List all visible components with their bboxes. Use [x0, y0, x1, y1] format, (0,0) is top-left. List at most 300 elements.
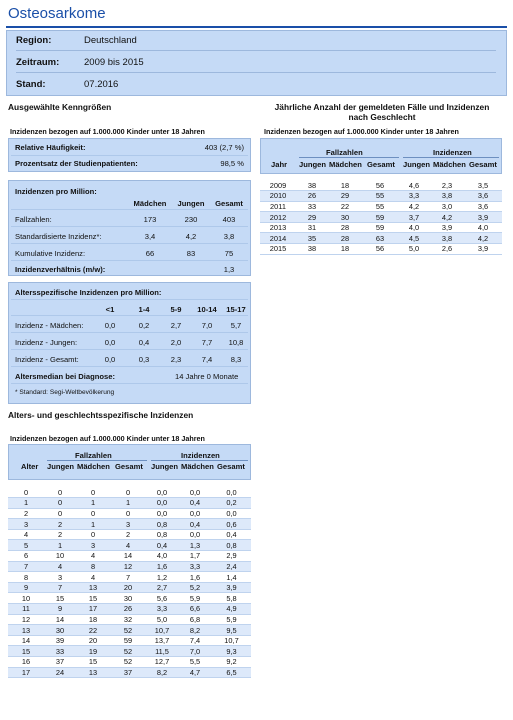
table-cell: 33: [296, 201, 328, 212]
age-col-5-9: 5-9: [170, 305, 182, 314]
table-cell: 3,9: [430, 222, 464, 233]
table-cell: 22: [328, 201, 362, 212]
age-sex-table-body: [8, 487, 251, 678]
age-specific-heading: Altersspezifische Inzidenzen pro Million:: [15, 288, 162, 297]
table-cell: 1,6: [178, 572, 212, 583]
table-cell: 15: [76, 593, 110, 604]
age-cell: 0,3: [138, 355, 150, 364]
table-cell: 0,0: [146, 508, 178, 519]
table-row: [260, 233, 502, 244]
yearly-col-girls: Mädchen: [329, 160, 362, 169]
table-row: [8, 657, 251, 668]
table-cell: 52: [110, 657, 146, 668]
table-row: [8, 582, 251, 593]
table-cell: 0,4: [212, 529, 251, 540]
table-cell: 10,7: [212, 635, 251, 646]
table-row: [8, 667, 251, 678]
age-row-total-label: Inzidenz - Gesamt:: [15, 355, 79, 364]
table-cell: 4,9: [212, 604, 251, 615]
table-cell: 12: [110, 561, 146, 572]
table-cell: 5,8: [212, 593, 251, 604]
table-cell: 8: [76, 561, 110, 572]
age-cell: 10,8: [228, 338, 244, 347]
table-cell: 0,0: [212, 487, 251, 498]
yearly-col-inc-boys: Jungen: [403, 160, 431, 169]
table-cell: 3,3: [178, 561, 212, 572]
table-cell: 0: [44, 487, 76, 498]
table-cell: 0,4: [178, 498, 212, 509]
table-cell: 3,5: [464, 180, 502, 191]
per-million-box: [8, 180, 251, 276]
age-sex-col-inc-total: Gesamt: [217, 462, 245, 471]
table-row: [8, 551, 251, 562]
divider: [11, 349, 248, 350]
table-cell: 1,3: [178, 540, 212, 551]
table-cell: 4,2: [464, 233, 502, 244]
table-cell: 3,8: [430, 233, 464, 244]
table-cell: 5,0: [146, 614, 178, 625]
table-cell: 1: [76, 498, 110, 509]
table-cell: 0: [44, 498, 76, 509]
age-sex-table-header: [8, 444, 251, 480]
table-cell: 11,5: [146, 646, 178, 657]
yearly-heading-line1: Jährliche Anzahl der gemeldeten Fälle und Inzidenzen: [274, 102, 490, 112]
divider: [11, 366, 248, 367]
age-cell: 5,7: [230, 321, 242, 330]
table-cell: 18: [328, 244, 362, 255]
table-cell: 0,0: [212, 508, 251, 519]
age-specific-box: [8, 282, 251, 404]
col-header-boys: Jungen: [177, 199, 205, 208]
title-divider: [6, 26, 507, 28]
age-sex-subheading: Inzidenzen bezogen auf 1.000.000 Kinder unter 18 Jahren: [10, 434, 205, 443]
cum-incidence-girls: 66: [145, 249, 155, 258]
table-cell: 4,2: [398, 201, 430, 212]
rel-frequency-value: 403 (2,7 %): [204, 143, 244, 152]
divider: [11, 226, 248, 227]
table-cell: 18: [76, 614, 110, 625]
table-row: [260, 180, 502, 191]
table-cell: 31: [296, 222, 328, 233]
yearly-heading: [256, 102, 508, 122]
table-cell: 17: [8, 667, 44, 678]
table-cell: 3,3: [146, 604, 178, 615]
table-cell: 5,9: [178, 593, 212, 604]
age-cell: 0,0: [104, 338, 116, 347]
table-cell: 2013: [260, 222, 296, 233]
table-cell: 1,6: [146, 561, 178, 572]
table-cell: 4,5: [398, 233, 430, 244]
table-row: [8, 529, 251, 540]
kenngroessen-subheading: Inzidenzen bezogen auf 1.000.000 Kinder unter 18 Jahren: [10, 127, 205, 136]
table-cell: 37: [44, 657, 76, 668]
table-cell: 56: [362, 244, 398, 255]
table-cell: 2012: [260, 212, 296, 223]
cum-incidence-label: Kumulative Inzidenz:: [15, 249, 86, 258]
table-cell: 55: [362, 191, 398, 202]
age-cell: 2,7: [170, 321, 182, 330]
table-cell: 11: [8, 604, 44, 615]
table-cell: 5,2: [178, 582, 212, 593]
group-underline: [299, 157, 399, 158]
age-sex-col-age: Alter: [21, 462, 39, 471]
table-cell: 3: [8, 519, 44, 530]
meta-region-row: [16, 31, 496, 51]
table-cell: 59: [110, 635, 146, 646]
table-cell: 3,3: [398, 191, 430, 202]
age-cell: 0,4: [138, 338, 150, 347]
table-cell: 0: [110, 508, 146, 519]
table-cell: 2014: [260, 233, 296, 244]
table-cell: 7: [110, 572, 146, 583]
table-cell: 9,5: [212, 625, 251, 636]
table-cell: 1,4: [212, 572, 251, 583]
std-incidence-label: Standardisierte Inzidenz*:: [15, 232, 102, 241]
table-cell: 2: [44, 519, 76, 530]
age-col-1-4: 1-4: [138, 305, 150, 314]
table-cell: 0,2: [212, 498, 251, 509]
table-cell: 1: [76, 519, 110, 530]
meta-panel: [6, 30, 507, 96]
table-cell: 63: [362, 233, 398, 244]
divider: [11, 243, 248, 244]
table-cell: 1: [44, 540, 76, 551]
table-cell: 8,2: [146, 667, 178, 678]
table-row: [8, 487, 251, 498]
table-cell: 0,6: [212, 519, 251, 530]
table-cell: 12,7: [146, 657, 178, 668]
age-cell: 7,4: [201, 355, 213, 364]
table-cell: 2: [44, 529, 76, 540]
table-cell: 4,6: [398, 180, 430, 191]
age-cell: 2,3: [170, 355, 182, 364]
table-cell: 3,9: [464, 244, 502, 255]
age-cell: 0,2: [138, 321, 150, 330]
table-row: [8, 572, 251, 583]
median-label: Altersmedian bei Diagnose:: [15, 372, 116, 381]
table-cell: 7: [8, 561, 44, 572]
table-cell: 10: [44, 551, 76, 562]
table-cell: 8,2: [178, 625, 212, 636]
table-cell: 3,9: [464, 212, 502, 223]
table-cell: 9,3: [212, 646, 251, 657]
ratio-value: 1,3: [223, 265, 235, 274]
table-row: [260, 212, 502, 223]
kenngroessen-heading: Ausgewählte Kenngrößen: [8, 102, 112, 112]
status-label: Stand:: [16, 79, 46, 90]
age-cell: 2,0: [170, 338, 182, 347]
table-cell: 7,0: [178, 646, 212, 657]
table-cell: 0: [110, 487, 146, 498]
table-cell: 15: [8, 646, 44, 657]
age-col-10-14: 10-14: [197, 305, 217, 314]
table-cell: 30: [328, 212, 362, 223]
age-cell: 7,0: [201, 321, 213, 330]
table-cell: 4: [110, 540, 146, 551]
table-row: [260, 222, 502, 233]
table-cell: 2,3: [430, 180, 464, 191]
table-cell: 18: [328, 180, 362, 191]
std-incidence-boys: 4,2: [185, 232, 197, 241]
per-million-heading: Inzidenzen pro Million:: [15, 187, 97, 196]
rel-frequency-label: Relative Häufigkeit:: [15, 143, 86, 152]
divider: [11, 299, 248, 300]
table-cell: 7,4: [178, 635, 212, 646]
yearly-table-header: [260, 138, 502, 174]
table-cell: 3: [76, 540, 110, 551]
cum-incidence-total: 75: [224, 249, 234, 258]
table-cell: 26: [296, 191, 328, 202]
col-header-girls: Mädchen: [133, 199, 167, 208]
divider: [11, 209, 248, 210]
age-sex-col-total: Gesamt: [115, 462, 143, 471]
table-cell: 17: [76, 604, 110, 615]
table-cell: 2: [110, 529, 146, 540]
yearly-col-boys: Jungen: [299, 160, 327, 169]
table-cell: 29: [296, 212, 328, 223]
table-cell: 4: [44, 561, 76, 572]
region-label: Region:: [16, 35, 52, 46]
table-cell: 0: [76, 508, 110, 519]
table-cell: 13: [76, 582, 110, 593]
table-cell: 5,0: [398, 244, 430, 255]
age-sex-col-inc-girls: Mädchen: [181, 462, 214, 471]
study-pct-label: Prozentsatz der Studienpatienten:: [15, 159, 138, 168]
table-cell: 3,9: [212, 582, 251, 593]
table-cell: 0,0: [146, 498, 178, 509]
age-cell: 8,3: [230, 355, 242, 364]
std-incidence-girls: 3,4: [144, 232, 156, 241]
cases-boys: 230: [184, 215, 198, 224]
study-pct-value: 98,5 %: [220, 159, 244, 168]
yearly-table: [260, 180, 502, 255]
table-cell: 56: [362, 180, 398, 191]
table-cell: 19: [76, 646, 110, 657]
age-sex-col-inc-boys: Jungen: [151, 462, 179, 471]
yearly-subheading: Inzidenzen bezogen auf 1.000.000 Kinder unter 18 Jahren: [264, 127, 459, 136]
cases-girls: 173: [143, 215, 157, 224]
table-cell: 38: [296, 180, 328, 191]
table-cell: 0,8: [146, 529, 178, 540]
age-sex-table: [8, 487, 251, 678]
age-cell: 0,0: [104, 321, 116, 330]
table-row: [8, 508, 251, 519]
table-cell: 0,0: [178, 487, 212, 498]
table-cell: 4,0: [464, 222, 502, 233]
page-title: Osteosarkome: [8, 5, 106, 22]
yearly-col-year: Jahr: [271, 160, 288, 169]
table-cell: 33: [44, 646, 76, 657]
table-cell: 5,5: [178, 657, 212, 668]
age-row-boys-label: Inzidenz - Jungen:: [15, 338, 78, 347]
age-sex-col-boys: Jungen: [47, 462, 75, 471]
table-cell: 13,7: [146, 635, 178, 646]
table-cell: 32: [110, 614, 146, 625]
table-cell: 55: [362, 201, 398, 212]
yearly-group-incidences: Inzidenzen: [433, 148, 472, 157]
frequency-box: [8, 138, 251, 172]
table-cell: 20: [76, 635, 110, 646]
table-cell: 59: [362, 212, 398, 223]
table-cell: 39: [44, 635, 76, 646]
divider: [11, 332, 248, 333]
table-row: [8, 561, 251, 572]
table-cell: 30: [44, 625, 76, 636]
age-col-15-17: 15-17: [226, 305, 246, 314]
table-cell: 6,6: [178, 604, 212, 615]
yearly-group-cases: Fallzahlen: [326, 148, 363, 157]
age-cell: 0,0: [104, 355, 116, 364]
table-row: [260, 191, 502, 202]
table-cell: 24: [44, 667, 76, 678]
table-row: [8, 498, 251, 509]
yearly-table-body: [260, 180, 502, 254]
col-header-total: Gesamt: [215, 199, 243, 208]
table-cell: 1: [8, 498, 44, 509]
table-cell: 0: [44, 508, 76, 519]
table-cell: 0,0: [178, 529, 212, 540]
table-cell: 6,8: [178, 614, 212, 625]
table-cell: 2: [8, 508, 44, 519]
table-cell: 4,0: [146, 551, 178, 562]
meta-period-row: [16, 53, 496, 73]
table-cell: 8: [8, 572, 44, 583]
period-label: Zeitraum:: [16, 57, 60, 68]
table-row: [8, 614, 251, 625]
table-cell: 0,0: [178, 508, 212, 519]
table-cell: 7: [44, 582, 76, 593]
table-cell: 0,8: [146, 519, 178, 530]
divider: [11, 383, 248, 384]
table-cell: 28: [328, 222, 362, 233]
table-cell: 14: [44, 614, 76, 625]
age-col-lt1: <1: [105, 305, 115, 314]
table-cell: 2,6: [430, 244, 464, 255]
table-cell: 9: [44, 604, 76, 615]
table-cell: 10: [8, 593, 44, 604]
table-cell: 12: [8, 614, 44, 625]
table-cell: 3: [44, 572, 76, 583]
cum-incidence-boys: 83: [186, 249, 196, 258]
age-row-girls-label: Inzidenz - Mädchen:: [15, 321, 84, 330]
table-cell: 38: [296, 244, 328, 255]
table-cell: 2009: [260, 180, 296, 191]
table-cell: 30: [110, 593, 146, 604]
table-cell: 9: [8, 582, 44, 593]
period-value: 2009 bis 2015: [84, 57, 144, 68]
cases-label: Fallzahlen:: [15, 215, 52, 224]
table-cell: 0,8: [212, 540, 251, 551]
group-underline: [151, 460, 248, 461]
table-cell: 10,7: [146, 625, 178, 636]
table-cell: 3,6: [464, 191, 502, 202]
status-value: 07.2016: [84, 79, 119, 90]
table-cell: 52: [110, 646, 146, 657]
yearly-col-total: Gesamt: [367, 160, 395, 169]
table-cell: 14: [8, 635, 44, 646]
table-cell: 4: [76, 551, 110, 562]
table-cell: 3,6: [464, 201, 502, 212]
table-cell: 3,7: [398, 212, 430, 223]
table-cell: 3: [110, 519, 146, 530]
table-cell: 2,7: [146, 582, 178, 593]
table-cell: 2015: [260, 244, 296, 255]
table-cell: 14: [110, 551, 146, 562]
table-cell: 0,4: [146, 540, 178, 551]
age-sex-col-girls: Mädchen: [77, 462, 110, 471]
group-underline: [403, 157, 499, 158]
table-cell: 28: [328, 233, 362, 244]
table-cell: 15: [44, 593, 76, 604]
table-cell: 16: [8, 657, 44, 668]
age-sex-group-incidences: Inzidenzen: [181, 451, 220, 460]
table-cell: 0: [8, 487, 44, 498]
table-cell: 0,0: [146, 487, 178, 498]
yearly-col-inc-girls: Mädchen: [433, 160, 466, 169]
meta-status-row: [16, 75, 496, 95]
table-cell: 3,0: [430, 201, 464, 212]
ratio-label: Inzidenzverhältnis (m/w):: [15, 265, 106, 274]
table-cell: 0: [76, 529, 110, 540]
table-cell: 0: [76, 487, 110, 498]
table-row: [8, 593, 251, 604]
table-cell: 59: [362, 222, 398, 233]
table-cell: 1,2: [146, 572, 178, 583]
table-cell: 29: [328, 191, 362, 202]
median-value: 14 Jahre 0 Monate: [175, 372, 239, 381]
table-row: [8, 519, 251, 530]
footnote: * Standard: Segi-Weltbevölkerung: [15, 389, 115, 396]
table-row: [8, 604, 251, 615]
table-cell: 4: [8, 529, 44, 540]
table-cell: 4: [76, 572, 110, 583]
table-row: [8, 625, 251, 636]
table-cell: 52: [110, 625, 146, 636]
region-value: Deutschland: [84, 35, 137, 46]
table-cell: 4,0: [398, 222, 430, 233]
table-cell: 5,6: [146, 593, 178, 604]
table-cell: 1: [110, 498, 146, 509]
table-cell: 4,2: [430, 212, 464, 223]
table-cell: 4,7: [178, 667, 212, 678]
table-row: [8, 540, 251, 551]
divider: [11, 315, 248, 316]
table-cell: 22: [76, 625, 110, 636]
divider: [11, 260, 248, 261]
group-underline: [47, 460, 147, 461]
table-cell: 0,4: [178, 519, 212, 530]
table-cell: 5: [8, 540, 44, 551]
table-row: [260, 244, 502, 255]
age-sex-group-cases: Fallzahlen: [75, 451, 112, 460]
table-cell: 2010: [260, 191, 296, 202]
table-cell: 6: [8, 551, 44, 562]
table-cell: 2,4: [212, 561, 251, 572]
age-cell: 7,7: [201, 338, 213, 347]
table-row: [8, 646, 251, 657]
table-cell: 13: [76, 667, 110, 678]
table-cell: 1,7: [178, 551, 212, 562]
table-cell: 15: [76, 657, 110, 668]
age-sex-heading: Alters- und geschlechtsspezifische Inzidenzen: [8, 410, 194, 420]
table-cell: 3,8: [430, 191, 464, 202]
yearly-heading-line2: nach Geschlecht: [348, 112, 416, 122]
table-cell: 5,9: [212, 614, 251, 625]
table-row: [8, 635, 251, 646]
table-cell: 9,2: [212, 657, 251, 668]
table-cell: 2011: [260, 201, 296, 212]
table-cell: 20: [110, 582, 146, 593]
